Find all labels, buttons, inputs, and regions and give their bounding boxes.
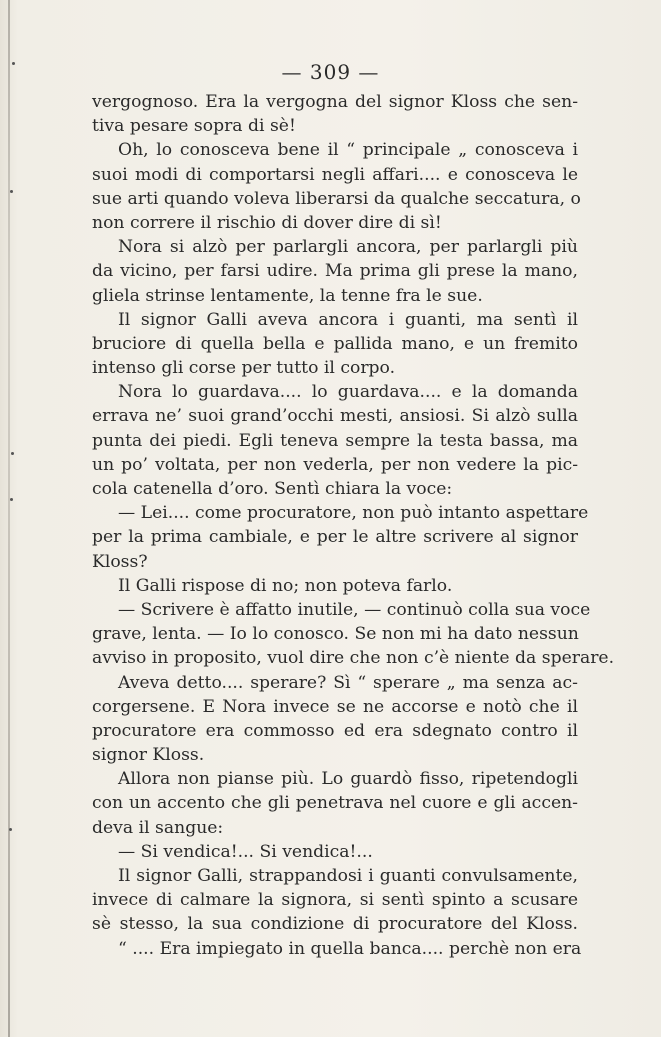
text-line: deva il sangue: xyxy=(92,817,224,838)
page-number: — 309 — xyxy=(281,60,380,84)
text-line: intenso gli corse per tutto il corpo. xyxy=(92,358,396,379)
body-text xyxy=(92,90,615,961)
text-line: Il signor Galli, strappandosi i guanti convulsamente, xyxy=(118,866,578,886)
text-line: invece di calmare la signora, si sentì spinto a scusare xyxy=(92,890,578,911)
page-binding-edge xyxy=(8,0,10,1037)
edge-speck xyxy=(9,828,12,831)
text-line: signor Kloss. xyxy=(92,745,205,766)
text-line: un po’ voltata, per non vederla, per non vedere la pic- xyxy=(92,454,578,475)
text-line: tiva pesare sopra di sè! xyxy=(92,116,296,137)
text-line: grave, lenta. — Io lo conosco. Se non mi ha dato nessun xyxy=(92,624,579,645)
text-line: — Si vendica!... Si vendica!... xyxy=(118,841,373,862)
text-line: Aveva detto.... sperare? Sì “ sperare „ ma senza ac- xyxy=(118,672,578,693)
text-line: Nora lo guardava.... lo guardava.... e la domanda xyxy=(118,382,578,403)
text-line: per la prima cambiale, e per le altre scrivere al signor xyxy=(92,527,578,548)
text-line: da vicino, per farsi udire. Ma prima gli prese la mano, xyxy=(92,261,578,282)
text-line: — Scrivere è affatto inutile, — continuò colla sua voce xyxy=(118,599,591,620)
text-line: procuratore era commosso ed era sdegnato contro il xyxy=(92,720,578,741)
text-line: vergognoso. Era la vergogna del signor Kloss che sen- xyxy=(92,92,578,112)
text-line: non correre il rischio di dover dire di sì! xyxy=(92,212,442,233)
text-line: Kloss? xyxy=(92,551,148,572)
edge-speck xyxy=(11,452,14,455)
text-line: bruciore di quella bella e pallida mano, e un fremito xyxy=(92,333,578,354)
text-line: errava ne’ suoi grand’occhi mesti, ansiosi. Si alzò sulla xyxy=(92,406,578,427)
text-line: “ .... Era impiegato in quella banca.... perchè non era xyxy=(118,938,582,959)
text-line: Oh, lo conosceva bene il “ principale „ conosceva i xyxy=(118,140,578,161)
text-line: avviso in proposito, vuol dire che non c’è niente da sperare. xyxy=(92,648,615,669)
text-line: sue arti quando voleva liberarsi da qualche seccatura, o xyxy=(92,188,581,209)
text-line: Nora si alzò per parlargli ancora, per parlargli più xyxy=(118,237,578,258)
text-line: Allora non pianse più. Lo guardò fisso, ripetendogli xyxy=(118,769,578,790)
text-line: con un accento che gli penetrava nel cuore e gli accen- xyxy=(92,793,578,814)
text-line: sè stesso, la sua condizione di procuratore del Kloss. xyxy=(92,914,578,935)
text-line: suoi modi di comportarsi negli affari.... e conosceva le xyxy=(92,164,578,185)
text-line: gliela strinse lentamente, la tenne fra le sue. xyxy=(92,285,483,306)
text-line: cola catenella d’oro. Sentì chiara la voce: xyxy=(92,479,453,499)
edge-speck xyxy=(10,190,13,193)
text-line: corgersene. E Nora invece se ne accorse e notò che il xyxy=(92,696,578,717)
text-line: Il signor Galli aveva ancora i guanti, ma sentì il xyxy=(118,309,578,330)
text-line: Il Galli rispose di no; non poteva farlo. xyxy=(118,575,453,596)
edge-speck xyxy=(10,498,13,501)
text-line: — Lei.... come procuratore, non può intanto aspettare xyxy=(118,503,589,524)
text-line: punta dei piedi. Egli teneva sempre la testa bassa, ma xyxy=(92,430,578,451)
